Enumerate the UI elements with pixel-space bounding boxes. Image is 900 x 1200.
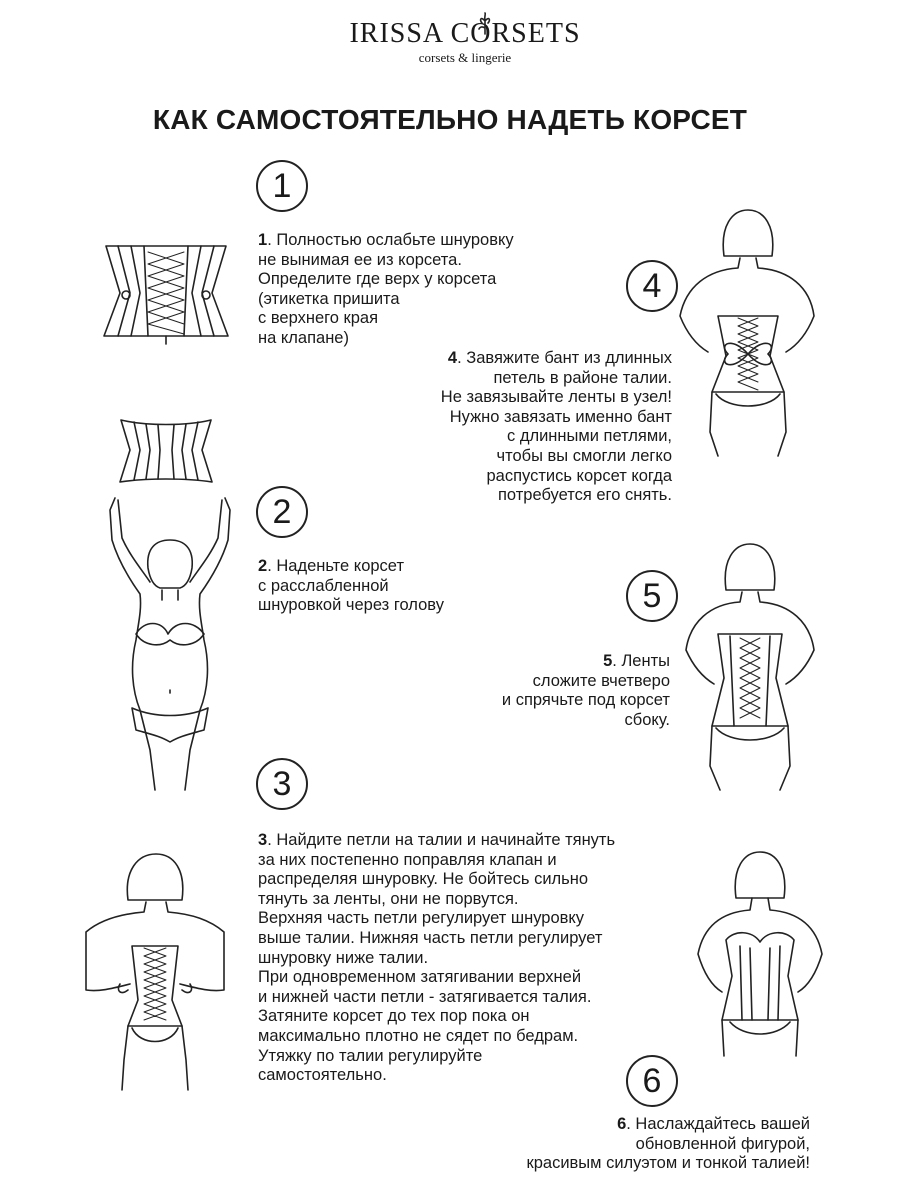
woman-back-pulling-laces-illustration <box>80 850 230 1090</box>
woman-back-tied-bow-illustration <box>672 206 822 462</box>
brand-logo <box>330 18 600 66</box>
step-5-bold: 5 <box>603 652 613 670</box>
step-2-bold: 2 <box>258 557 268 575</box>
step-5-text <box>420 652 670 730</box>
step-6-number: 6 <box>626 1055 678 1107</box>
step-2-text <box>258 557 518 616</box>
corset-top-illustration <box>116 416 216 484</box>
step-3-bold: 3 <box>258 831 268 849</box>
step-3-text <box>258 831 658 1086</box>
step-6-body: . Наслаждайтесь вашей обновленной фигурой, красивым силуэтом и тонкой талией! <box>526 1115 810 1173</box>
woman-back-laced-illustration <box>680 540 820 800</box>
corset-unlaced-illustration <box>96 238 236 350</box>
page-title: КАК САМОСТОЯТЕЛЬНО НАДЕТЬ КОРСЕТ <box>152 104 748 135</box>
step-6-bold: 6 <box>617 1115 627 1133</box>
step-5-number: 5 <box>626 570 678 622</box>
step-2-body: . Наденьте корсет с расслабленной шнуровкой через голову <box>258 557 444 615</box>
step-3-body: . Найдите петли на талии и начинайте тянуть за них постепенно поправляя клапан и распределяя шнуровку. Не бойтесь сильно тянуть за ленты, они не порвутся. Верхняя часть петли регулирует шнуровку выше талии. Нижняя часть петли регулирует шнуровку ниже талии. При одновременном затягивании верхней и нижней части петли - затягивается талия. Затяните корсет до тех пор пока он максимально плотно не сядет по бедрам. Утяжку по талии регулируйте самостоятельно. <box>258 831 616 1085</box>
step-4-bold: 4 <box>447 349 458 367</box>
step-4-body: . Завяжите бант из длинных петель в районе талии. Не завязывайте ленты в узел! Нужно завязать именно бант с длинными петлями, чтобы вы смогли легко распустись корсет когда потребуется его снять. <box>440 349 672 505</box>
iris-flower-icon <box>473 12 497 36</box>
brand-name: IRISSA CORSETS <box>349 18 581 49</box>
step-3-number: 3 <box>256 758 308 810</box>
step-4-text <box>372 349 672 506</box>
woman-arms-raised-illustration <box>100 490 240 790</box>
step-5-body: . Ленты сложите вчетверо и спрячьте под корсет сбоку. <box>501 652 670 729</box>
step-1-text <box>258 231 558 349</box>
step-4-number: 4 <box>626 260 678 312</box>
woman-front-corset-illustration <box>690 850 830 1060</box>
step-6-text <box>470 1115 810 1174</box>
step-2-number: 2 <box>256 486 308 538</box>
step-1-number: 1 <box>256 160 308 212</box>
brand-tagline: corsets & lingerie <box>418 50 512 65</box>
step-1-body: . Полностью ослабьте шнуровку не вынимая ее из корсета. Определите где верх у корсета (этикетка пришита с верхнего края на клапане) <box>258 231 514 347</box>
step-1-bold: 1 <box>258 231 268 249</box>
